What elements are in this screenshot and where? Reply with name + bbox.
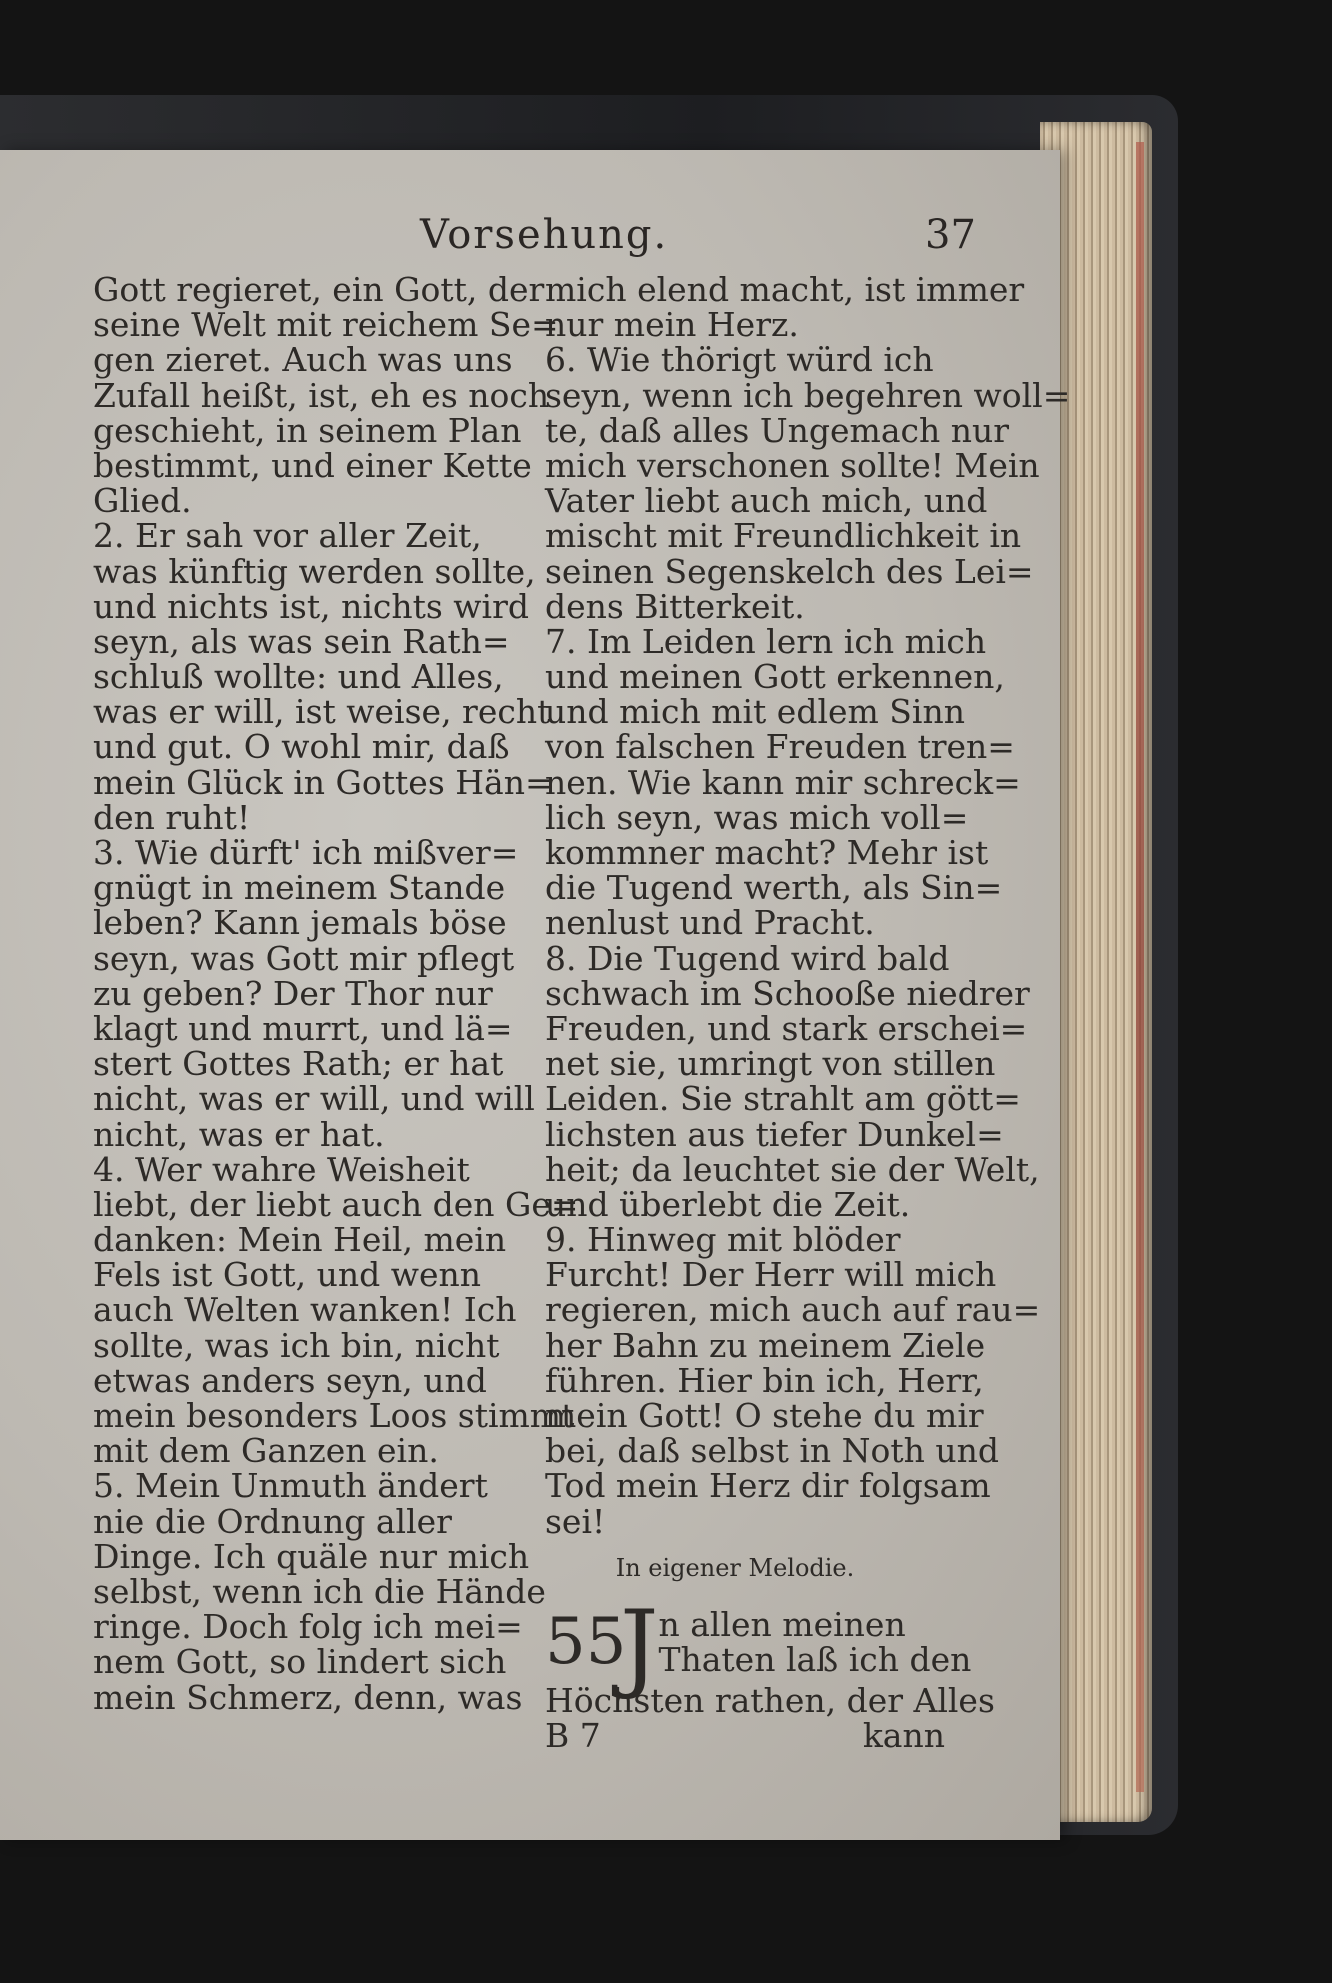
text-line: stert Gottes Rath; er hat bbox=[93, 1044, 504, 1084]
page-footer bbox=[545, 1715, 965, 1755]
text-line: kommner macht? Mehr ist bbox=[545, 833, 989, 872]
text-line: leben? Kann jemals böse bbox=[93, 903, 507, 943]
text-line: mein Glück in Gottes Hän= bbox=[93, 762, 553, 802]
text-line: und gut. O wohl mir, daß bbox=[93, 727, 510, 767]
text-line: mich elend macht, ist immer bbox=[545, 270, 1025, 309]
text-line: te, daß alles Ungemach nur bbox=[545, 410, 1010, 450]
text-line: und meinen Gott erkennen, bbox=[545, 657, 1005, 697]
text-line: 9. Hinweg mit blöder bbox=[545, 1220, 901, 1260]
text-line: heit; da leuchtet sie der Welt, bbox=[545, 1149, 1040, 1189]
melody-note: In eigener Melodie. bbox=[615, 1553, 855, 1582]
text-line: gen zieret. Auch was uns bbox=[93, 340, 513, 380]
text-line: die Tugend werth, als Sin= bbox=[545, 868, 1003, 908]
text-line: Furcht! Der Herr will mich bbox=[545, 1255, 997, 1295]
running-title: Vorsehung. bbox=[420, 212, 669, 258]
text-line: nem Gott, so lindert sich bbox=[93, 1642, 507, 1682]
text-line: führen. Hier bin ich, Herr, bbox=[545, 1360, 984, 1400]
text-line: mein besonders Loos stimmt bbox=[93, 1396, 575, 1435]
text-line: mich verschonen sollte! Mein bbox=[545, 445, 1040, 485]
text-line: gnügt in meinem Stande bbox=[93, 868, 506, 908]
text-line: net sie, umringt von stillen bbox=[545, 1044, 996, 1084]
running-header bbox=[0, 212, 1040, 272]
text-line: den ruht! bbox=[93, 797, 251, 837]
text-line: Dinge. Ich quäle nur mich bbox=[93, 1536, 530, 1576]
text-line: nen. Wie kann mir schreck= bbox=[545, 762, 1021, 802]
text-line: nie die Ordnung aller bbox=[93, 1501, 452, 1541]
left-column bbox=[93, 270, 579, 1717]
text-line: nicht, was er hat. bbox=[93, 1114, 385, 1154]
text-line: zu geben? Der Thor nur bbox=[93, 973, 493, 1013]
text-line: ringe. Doch folg ich mei= bbox=[93, 1607, 523, 1647]
text-line: klagt und murrt, und lä= bbox=[93, 1008, 513, 1048]
text-line: Fels ist Gott, und wenn bbox=[93, 1255, 481, 1295]
drop-cap: J bbox=[620, 1589, 659, 1702]
hymn-number: 55 bbox=[545, 1604, 627, 1679]
hymn-line: Thaten laß ich den bbox=[658, 1639, 972, 1679]
text-line: und überlebt die Zeit. bbox=[545, 1184, 911, 1224]
text-line: dens Bitterkeit. bbox=[545, 586, 805, 626]
text-line: auch Welten wanken! Ich bbox=[93, 1290, 517, 1330]
text-line: Leiden. Sie strahlt am gött= bbox=[545, 1079, 1021, 1119]
text-line: her Bahn zu meinem Ziele bbox=[545, 1325, 986, 1365]
book-page bbox=[0, 150, 1071, 1840]
text-line: seine Welt mit reichem Se= bbox=[93, 305, 559, 345]
text-line: Glied. bbox=[93, 481, 192, 521]
text-line: etwas anders seyn, und bbox=[93, 1360, 487, 1400]
hymn-line: Höchsten rathen, der Alles bbox=[545, 1680, 995, 1720]
text-line: Zufall heißt, ist, eh es noch bbox=[93, 375, 550, 415]
text-line: Gott regieret, ein Gott, der bbox=[93, 270, 545, 309]
text-line: mit dem Ganzen ein. bbox=[93, 1431, 439, 1471]
page-number: 37 bbox=[925, 212, 976, 258]
text-line: 4. Wer wahre Weisheit bbox=[93, 1149, 470, 1189]
signature-mark: B 7 bbox=[545, 1715, 601, 1755]
text-line: selbst, wenn ich die Hände bbox=[93, 1571, 546, 1611]
text-line: seyn, als was sein Rath= bbox=[93, 621, 510, 661]
text-line: 3. Wie dürft' ich mißver= bbox=[93, 833, 519, 872]
text-line: 6. Wie thörigt würd ich bbox=[545, 340, 934, 380]
text-line: sollte, was ich bin, nicht bbox=[93, 1325, 500, 1365]
text-line: bei, daß selbst in Noth und bbox=[545, 1431, 1000, 1471]
text-line: was er will, ist weise, recht bbox=[93, 692, 551, 732]
text-line: schluß wollte: und Alles, bbox=[93, 657, 504, 697]
text-line: mein Schmerz, denn, was bbox=[93, 1677, 523, 1717]
right-column bbox=[545, 270, 1071, 1755]
text-line: Tod mein Herz dir folgsam bbox=[545, 1466, 991, 1506]
text-line: lich seyn, was mich voll= bbox=[545, 797, 969, 837]
text-line: danken: Mein Heil, mein bbox=[93, 1220, 507, 1260]
text-line: bestimmt, und einer Kette bbox=[93, 445, 532, 485]
text-line: liebt, der liebt auch den Ge= bbox=[93, 1184, 579, 1224]
text-line: seyn, was Gott mir pflegt bbox=[93, 938, 515, 978]
text-line: mischt mit Freundlichkeit in bbox=[545, 516, 1022, 556]
text-line: und mich mit edlem Sinn bbox=[545, 692, 965, 732]
text-line: nicht, was er will, und will bbox=[93, 1079, 535, 1119]
text-line: Vater liebt auch mich, und bbox=[545, 481, 988, 521]
text-line: Freuden, und stark erschei= bbox=[545, 1008, 1028, 1048]
hymn-line: n allen meinen bbox=[658, 1604, 906, 1644]
text-line: 8. Die Tugend wird bald bbox=[545, 938, 950, 978]
text-line: seinen Segenskelch des Lei= bbox=[545, 551, 1034, 591]
text-line: regieren, mich auch auf rau= bbox=[545, 1290, 1041, 1330]
text-line: mein Gott! O stehe du mir bbox=[545, 1396, 984, 1435]
text-line: nenlust und Pracht. bbox=[545, 903, 875, 943]
catchword: kann bbox=[862, 1715, 945, 1755]
hymn-first-lines bbox=[658, 1604, 972, 1679]
text-line: 2. Er sah vor aller Zeit, bbox=[93, 516, 482, 556]
text-line: von falschen Freuden tren= bbox=[545, 727, 1015, 767]
text-line: seyn, wenn ich begehren woll= bbox=[545, 375, 1071, 415]
text-line: geschieht, in seinem Plan bbox=[93, 410, 522, 450]
text-line: 7. Im Leiden lern ich mich bbox=[545, 621, 987, 661]
text-line: lichsten aus tiefer Dunkel= bbox=[545, 1114, 1004, 1154]
text-line: was künftig werden sollte, bbox=[93, 551, 536, 591]
right-column-lines bbox=[545, 270, 1071, 1541]
text-line: 5. Mein Unmuth ändert bbox=[93, 1466, 488, 1506]
text-line: nur mein Herz. bbox=[545, 305, 799, 345]
text-line: und nichts ist, nichts wird bbox=[93, 586, 530, 626]
text-line: sei! bbox=[545, 1501, 606, 1541]
text-line: schwach im Schooße niedrer bbox=[545, 973, 1030, 1013]
